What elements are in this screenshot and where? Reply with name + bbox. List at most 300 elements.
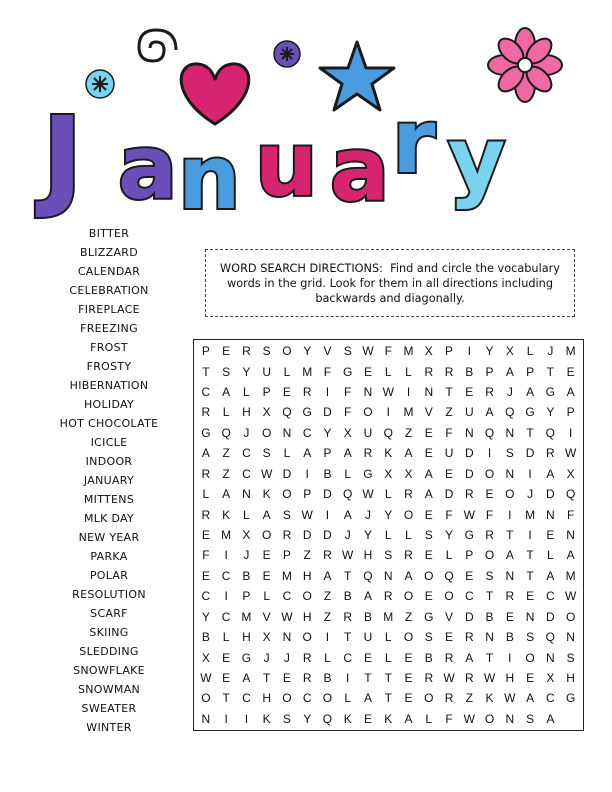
grid-cell[interactable]: A (505, 364, 515, 379)
grid-cell[interactable]: S (424, 630, 434, 645)
grid-cell[interactable]: R (201, 405, 211, 420)
grid-cell[interactable]: E (424, 548, 434, 563)
grid-cell[interactable]: A (222, 385, 231, 400)
grid-cell[interactable]: Q (221, 425, 232, 440)
grid-cell[interactable]: D (546, 487, 556, 502)
grid-cell[interactable]: W (443, 670, 456, 685)
grid-cell[interactable]: L (344, 466, 352, 481)
grid-cell[interactable]: R (323, 548, 333, 563)
grid-cell[interactable]: R (242, 344, 252, 359)
grid-cell[interactable]: L (222, 630, 230, 645)
grid-cell[interactable]: Y (546, 405, 555, 420)
grid-cell[interactable]: W (342, 548, 354, 563)
grid-cell[interactable]: K (343, 711, 353, 726)
grid-cell[interactable]: A (485, 405, 495, 420)
grid-cell[interactable]: U (444, 446, 454, 461)
grid-cell[interactable]: Q (383, 425, 394, 440)
grid-cell[interactable]: M (565, 568, 577, 583)
grid-cell[interactable]: T (506, 527, 514, 542)
grid-cell[interactable]: D (323, 487, 333, 502)
grid-cell[interactable]: N (383, 568, 394, 583)
grid-cell[interactable]: Y (303, 711, 312, 726)
grid-cell[interactable]: M (383, 609, 394, 624)
grid-cell[interactable]: G (565, 691, 576, 706)
grid-cell[interactable]: O (282, 691, 293, 706)
grid-cell[interactable]: I (325, 630, 330, 645)
grid-cell[interactable]: P (242, 589, 251, 604)
grid-cell[interactable]: V (262, 609, 272, 624)
grid-cell[interactable]: E (485, 487, 495, 502)
grid-cell[interactable]: L (384, 487, 393, 502)
grid-cell[interactable]: L (324, 650, 332, 665)
grid-cell[interactable]: T (485, 650, 494, 665)
grid-cell[interactable]: X (384, 466, 393, 481)
grid-cell[interactable]: W (504, 691, 516, 706)
grid-cell[interactable]: S (485, 568, 495, 583)
grid-cell[interactable]: E (465, 568, 474, 583)
grid-cell[interactable]: R (201, 507, 211, 522)
grid-cell[interactable]: D (546, 609, 556, 624)
grid-cell[interactable]: N (505, 568, 515, 583)
grid-cell[interactable]: Q (484, 425, 495, 440)
grid-cell[interactable]: P (465, 548, 474, 563)
grid-cell[interactable]: Z (404, 425, 413, 440)
grid-cell[interactable]: N (282, 630, 292, 645)
grid-cell[interactable]: Z (465, 691, 474, 706)
grid-cell[interactable]: T (526, 568, 535, 583)
grid-cell[interactable]: M (403, 344, 414, 359)
grid-cell[interactable]: C (201, 589, 211, 604)
grid-cell[interactable]: L (283, 364, 291, 379)
grid-cell[interactable]: A (546, 568, 555, 583)
grid-cell[interactable]: O (363, 405, 374, 420)
grid-cell[interactable]: Z (323, 589, 332, 604)
grid-cell[interactable]: L (283, 446, 291, 461)
grid-cell[interactable]: P (282, 548, 292, 563)
grid-cell[interactable]: I (224, 589, 229, 604)
grid-cell[interactable]: U (262, 364, 272, 379)
grid-cell[interactable]: Y (303, 344, 312, 359)
grid-cell[interactable]: R (302, 650, 313, 665)
grid-cell[interactable]: X (242, 527, 251, 542)
grid-cell[interactable]: O (282, 487, 293, 502)
grid-cell[interactable]: Z (404, 609, 413, 624)
grid-cell[interactable]: S (262, 446, 272, 461)
grid-cell[interactable]: E (222, 670, 231, 685)
grid-cell[interactable]: E (566, 364, 576, 379)
grid-cell[interactable]: L (384, 527, 393, 542)
grid-cell[interactable]: R (485, 385, 495, 400)
grid-cell[interactable]: Q (565, 487, 576, 502)
grid-cell[interactable]: I (244, 711, 249, 726)
grid-cell[interactable]: X (424, 344, 434, 359)
grid-cell[interactable]: S (424, 527, 434, 542)
grid-cell[interactable]: I (386, 405, 391, 420)
grid-cell[interactable]: W (362, 487, 375, 502)
grid-cell[interactable]: J (547, 344, 554, 359)
grid-cell[interactable]: I (508, 650, 512, 665)
grid-cell[interactable]: C (242, 466, 252, 481)
grid-cell[interactable]: E (445, 630, 454, 645)
grid-cell[interactable]: F (566, 507, 575, 522)
grid-cell[interactable]: P (323, 446, 332, 461)
grid-cell[interactable]: R (383, 589, 394, 604)
grid-cell[interactable]: B (323, 466, 332, 481)
grid-cell[interactable]: G (464, 527, 475, 542)
grid-cell[interactable]: Q (505, 405, 515, 420)
grid-cell[interactable]: M (403, 405, 414, 420)
grid-cell[interactable]: V (323, 344, 332, 359)
grid-cell[interactable]: S (526, 630, 535, 645)
grid-cell[interactable]: F (323, 364, 332, 379)
grid-cell[interactable]: E (424, 589, 434, 604)
grid-cell[interactable]: M (241, 609, 252, 624)
grid-cell[interactable]: S (566, 650, 576, 665)
grid-cell[interactable]: G (424, 609, 434, 624)
grid-cell[interactable]: R (444, 691, 454, 706)
grid-cell[interactable]: R (282, 527, 292, 542)
grid-cell[interactable]: D (282, 466, 292, 481)
grid-cell[interactable]: G (525, 405, 536, 420)
grid-cell[interactable]: C (242, 446, 252, 461)
grid-cell[interactable]: O (424, 691, 434, 706)
grid-cell[interactable]: M (221, 527, 232, 542)
grid-cell[interactable]: R (444, 650, 454, 665)
grid-cell[interactable]: O (525, 650, 536, 665)
grid-cell[interactable]: J (527, 487, 534, 502)
grid-cell[interactable]: V (445, 609, 454, 624)
grid-cell[interactable]: A (404, 446, 414, 461)
grid-cell[interactable]: G (201, 425, 212, 440)
grid-cell[interactable]: T (485, 589, 494, 604)
grid-cell[interactable]: L (243, 385, 251, 400)
grid-cell[interactable]: E (424, 507, 434, 522)
grid-cell[interactable]: N (282, 425, 292, 440)
grid-cell[interactable]: E (222, 650, 231, 665)
grid-cell[interactable]: J (283, 650, 291, 665)
grid-cell[interactable]: R (505, 589, 515, 604)
grid-cell[interactable]: X (566, 466, 576, 481)
grid-cell[interactable]: F (445, 507, 454, 522)
grid-cell[interactable]: N (201, 711, 211, 726)
grid-cell[interactable]: I (224, 548, 229, 563)
grid-cell[interactable]: E (282, 385, 292, 400)
grid-cell[interactable]: O (565, 609, 576, 624)
grid-cell[interactable]: Z (303, 548, 312, 563)
grid-cell[interactable]: A (404, 711, 414, 726)
grid-cell[interactable]: C (464, 589, 475, 604)
grid-cell[interactable]: A (505, 548, 515, 563)
grid-cell[interactable]: T (262, 670, 271, 685)
grid-cell[interactable]: L (445, 548, 453, 563)
grid-cell[interactable]: C (546, 589, 556, 604)
grid-cell[interactable]: N (424, 385, 434, 400)
grid-cell[interactable]: R (363, 446, 373, 461)
grid-cell[interactable]: I (528, 527, 533, 542)
grid-cell[interactable]: E (424, 425, 434, 440)
grid-cell[interactable]: A (546, 711, 555, 726)
grid-cell[interactable]: R (404, 548, 414, 563)
grid-cell[interactable]: D (323, 405, 333, 420)
grid-cell[interactable]: E (404, 670, 414, 685)
grid-cell[interactable]: Z (222, 466, 231, 481)
grid-cell[interactable]: D (444, 487, 454, 502)
grid-cell[interactable]: Q (545, 630, 556, 645)
grid-cell[interactable]: N (525, 609, 535, 624)
grid-cell[interactable]: B (485, 609, 495, 624)
grid-cell[interactable]: R (302, 670, 313, 685)
grid-cell[interactable]: P (445, 344, 454, 359)
grid-cell[interactable]: U (464, 405, 475, 420)
grid-cell[interactable]: D (525, 446, 535, 461)
grid-cell[interactable]: E (404, 650, 414, 665)
grid-cell[interactable]: R (424, 670, 434, 685)
grid-cell[interactable]: B (201, 630, 211, 645)
grid-cell[interactable]: W (261, 466, 273, 481)
grid-cell[interactable]: O (403, 589, 414, 604)
grid-cell[interactable]: U (363, 630, 373, 645)
grid-cell[interactable]: W (362, 344, 375, 359)
grid-cell[interactable]: W (200, 670, 213, 685)
grid-cell[interactable]: T (222, 691, 231, 706)
grid-cell[interactable]: O (322, 691, 333, 706)
grid-cell[interactable]: S (262, 344, 272, 359)
grid-cell[interactable]: R (444, 364, 454, 379)
grid-cell[interactable]: H (302, 568, 313, 583)
grid-cell[interactable]: K (262, 487, 272, 502)
grid-cell[interactable]: N (566, 630, 576, 645)
grid-cell[interactable]: Q (545, 425, 556, 440)
grid-cell[interactable]: M (281, 568, 293, 583)
grid-cell[interactable]: O (484, 711, 495, 726)
grid-cell[interactable]: N (485, 630, 495, 645)
grid-cell[interactable]: O (261, 425, 272, 440)
grid-cell[interactable]: R (464, 487, 475, 502)
grid-cell[interactable]: E (505, 609, 515, 624)
grid-cell[interactable]: R (302, 385, 313, 400)
grid-cell[interactable]: I (406, 385, 411, 400)
grid-cell[interactable]: X (343, 425, 353, 440)
grid-cell[interactable]: K (485, 691, 495, 706)
grid-cell[interactable]: Q (322, 711, 333, 726)
grid-cell[interactable]: O (302, 589, 313, 604)
grid-cell[interactable]: A (343, 446, 353, 461)
grid-cell[interactable]: K (384, 446, 393, 461)
grid-cell[interactable]: M (565, 344, 577, 359)
grid-cell[interactable]: I (224, 711, 229, 726)
grid-cell[interactable]: X (262, 630, 272, 645)
grid-cell[interactable]: T (202, 364, 211, 379)
grid-cell[interactable]: B (363, 609, 373, 624)
grid-cell[interactable]: L (425, 711, 433, 726)
grid-cell[interactable]: T (526, 425, 535, 440)
grid-cell[interactable]: L (384, 650, 393, 665)
grid-cell[interactable]: P (201, 344, 211, 359)
grid-cell[interactable]: O (505, 487, 515, 502)
grid-cell[interactable]: C (343, 650, 353, 665)
grid-cell[interactable]: Y (242, 364, 251, 379)
grid-cell[interactable]: A (323, 568, 332, 583)
grid-cell[interactable]: E (465, 385, 474, 400)
grid-cell[interactable]: S (222, 364, 231, 379)
grid-cell[interactable]: X (262, 405, 272, 420)
grid-cell[interactable]: L (405, 364, 413, 379)
grid-cell[interactable]: W (483, 670, 496, 685)
grid-cell[interactable]: S (505, 446, 515, 461)
grid-cell[interactable]: F (344, 405, 352, 420)
grid-cell[interactable]: S (282, 711, 292, 726)
grid-cell[interactable]: M (525, 507, 536, 522)
grid-cell[interactable]: E (363, 650, 373, 665)
grid-cell[interactable]: R (424, 364, 434, 379)
grid-cell[interactable]: A (363, 691, 373, 706)
grid-cell[interactable]: F (445, 425, 454, 440)
grid-cell[interactable]: P (303, 487, 312, 502)
grid-cell[interactable]: D (464, 466, 475, 481)
grid-cell[interactable]: R (485, 527, 495, 542)
grid-cell[interactable]: B (343, 589, 353, 604)
grid-cell[interactable]: V (424, 405, 434, 420)
grid-cell[interactable]: B (424, 650, 434, 665)
grid-cell[interactable]: H (302, 609, 313, 624)
grid-cell[interactable]: A (526, 691, 535, 706)
grid-cell[interactable]: R (464, 670, 475, 685)
grid-cell[interactable]: Y (323, 425, 332, 440)
grid-cell[interactable]: U (363, 425, 373, 440)
grid-cell[interactable]: A (526, 385, 535, 400)
grid-cell[interactable]: E (526, 589, 535, 604)
grid-cell[interactable]: G (545, 385, 556, 400)
grid-cell[interactable]: A (424, 487, 434, 502)
grid-cell[interactable]: X (505, 344, 515, 359)
grid-cell[interactable]: L (344, 691, 352, 706)
grid-cell[interactable]: C (242, 691, 252, 706)
grid-cell[interactable]: O (484, 548, 495, 563)
grid-cell[interactable]: T (384, 691, 393, 706)
grid-cell[interactable]: A (343, 507, 353, 522)
grid-cell[interactable]: A (424, 466, 434, 481)
grid-cell[interactable]: O (403, 507, 414, 522)
grid-cell[interactable]: E (262, 568, 272, 583)
grid-cell[interactable]: F (344, 385, 352, 400)
grid-cell[interactable]: N (505, 466, 515, 481)
grid-cell[interactable]: I (487, 446, 492, 461)
grid-cell[interactable]: L (384, 630, 393, 645)
grid-cell[interactable]: O (444, 589, 455, 604)
grid-cell[interactable]: O (403, 630, 414, 645)
grid-cell[interactable]: E (262, 548, 272, 563)
grid-cell[interactable]: X (201, 650, 211, 665)
grid-cell[interactable]: A (363, 589, 373, 604)
grid-cell[interactable]: L (202, 487, 210, 502)
grid-cell[interactable]: D (302, 527, 313, 542)
grid-cell[interactable]: J (344, 527, 352, 542)
grid-cell[interactable]: Q (282, 405, 293, 420)
grid-cell[interactable]: W (301, 507, 314, 522)
grid-cell[interactable]: Y (363, 527, 373, 542)
grid-cell[interactable]: O (302, 630, 313, 645)
grid-cell[interactable]: W (463, 711, 476, 726)
grid-cell[interactable]: I (528, 466, 533, 481)
grid-cell[interactable]: X (546, 670, 555, 685)
grid-cell[interactable]: S (343, 344, 353, 359)
grid-cell[interactable]: E (222, 344, 231, 359)
grid-cell[interactable]: Q (343, 487, 353, 502)
grid-cell[interactable]: I (467, 344, 472, 359)
grid-cell[interactable]: E (445, 466, 454, 481)
grid-cell[interactable]: Z (445, 405, 454, 420)
grid-cell[interactable]: I (305, 466, 310, 481)
grid-cell[interactable]: W (564, 446, 577, 461)
grid-cell[interactable]: I (325, 507, 330, 522)
grid-cell[interactable]: L (243, 507, 251, 522)
grid-cell[interactable]: H (505, 670, 515, 685)
grid-cell[interactable]: A (546, 466, 555, 481)
grid-cell[interactable]: C (221, 609, 231, 624)
grid-cell[interactable]: C (302, 425, 313, 440)
grid-cell[interactable]: C (302, 691, 313, 706)
grid-cell[interactable]: L (222, 405, 230, 420)
grid-cell[interactable]: P (262, 385, 272, 400)
grid-cell[interactable]: B (242, 568, 251, 583)
grid-cell[interactable]: E (282, 670, 292, 685)
grid-cell[interactable]: R (546, 446, 556, 461)
grid-cell[interactable]: F (445, 711, 454, 726)
grid-cell[interactable]: O (201, 691, 212, 706)
grid-cell[interactable]: T (344, 630, 352, 645)
grid-cell[interactable]: A (222, 487, 231, 502)
grid-cell[interactable]: N (546, 650, 556, 665)
grid-cell[interactable]: Y (384, 507, 393, 522)
grid-cell[interactable]: J (263, 650, 271, 665)
grid-cell[interactable]: Q (444, 568, 455, 583)
grid-cell[interactable]: A (201, 446, 211, 461)
grid-cell[interactable]: A (404, 568, 414, 583)
grid-cell[interactable]: T (546, 364, 555, 379)
grid-cell[interactable]: R (343, 609, 353, 624)
grid-cell[interactable]: P (566, 405, 576, 420)
grid-cell[interactable]: J (243, 548, 250, 563)
grid-cell[interactable]: N (464, 425, 475, 440)
grid-cell[interactable]: B (323, 670, 332, 685)
grid-cell[interactable]: R (404, 487, 414, 502)
grid-cell[interactable]: A (242, 670, 251, 685)
grid-cell[interactable]: N (566, 527, 576, 542)
grid-cell[interactable]: N (363, 385, 373, 400)
grid-cell[interactable]: O (424, 568, 434, 583)
grid-cell[interactable]: L (405, 527, 413, 542)
grid-cell[interactable]: L (547, 548, 555, 563)
grid-cell[interactable]: C (201, 385, 211, 400)
grid-cell[interactable]: T (445, 385, 454, 400)
grid-cell[interactable]: R (201, 466, 211, 481)
grid-cell[interactable]: D (323, 527, 333, 542)
grid-cell[interactable]: O (484, 466, 495, 481)
grid-cell[interactable]: Z (323, 609, 332, 624)
grid-cell[interactable]: K (222, 507, 231, 522)
grid-cell[interactable]: H (262, 691, 272, 706)
grid-cell[interactable]: Y (201, 609, 211, 624)
grid-cell[interactable]: E (201, 568, 211, 583)
grid-cell[interactable]: B (465, 364, 474, 379)
grid-cell[interactable]: Y (485, 344, 495, 359)
grid-cell[interactable]: I (568, 425, 573, 440)
grid-cell[interactable]: C (282, 589, 292, 604)
grid-cell[interactable]: E (546, 527, 555, 542)
grid-cell[interactable]: I (346, 670, 350, 685)
grid-cell[interactable]: W (281, 609, 294, 624)
grid-cell[interactable]: E (424, 446, 434, 461)
